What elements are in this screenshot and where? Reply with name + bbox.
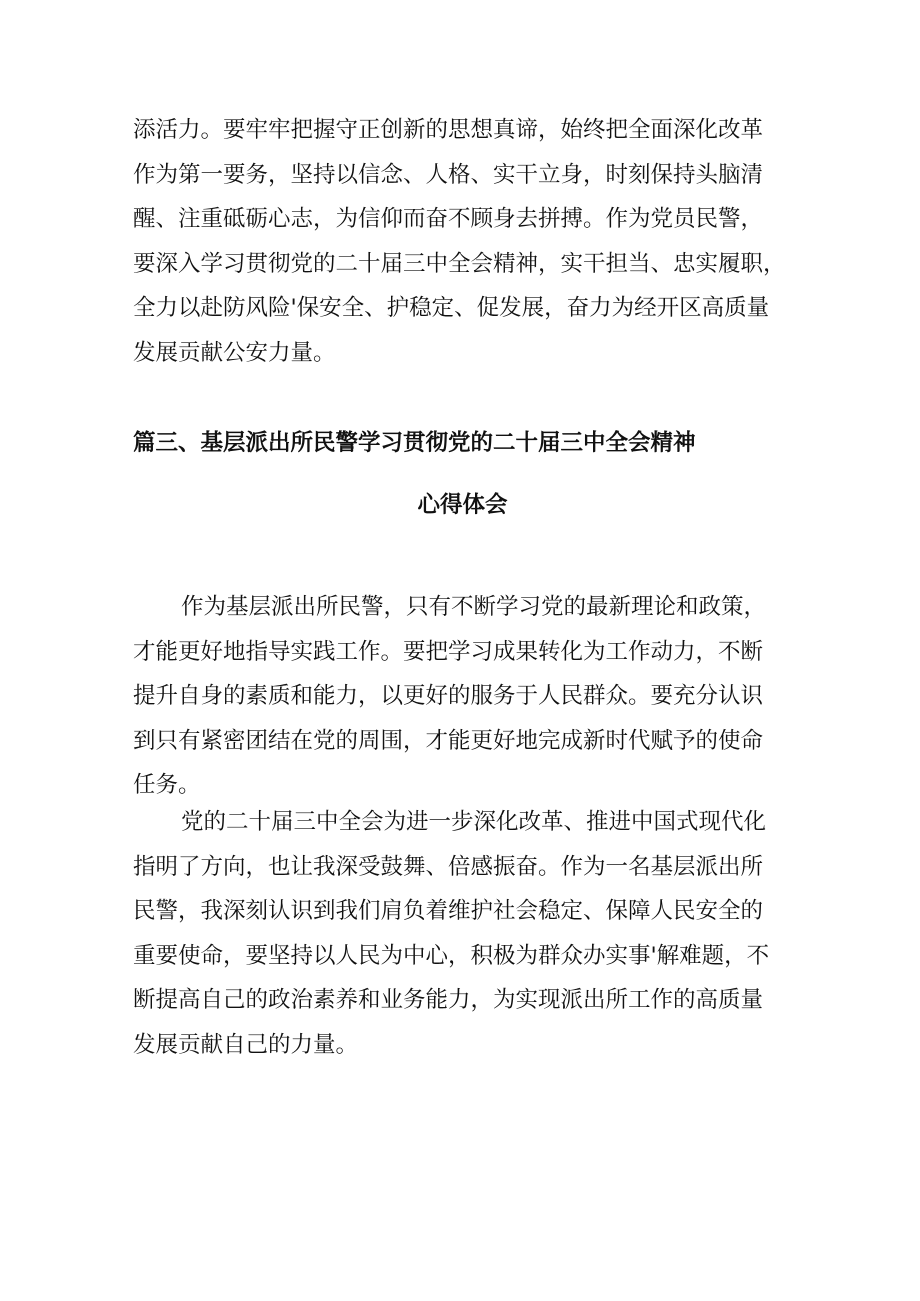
text-line: 醒、注重砥砺心志，为信仰而奋不顾身去拼搏。作为党员民警， xyxy=(133,206,764,233)
text-line: 才能更好地指导实践工作。要把学习成果转化为工作动力，不断 xyxy=(133,638,764,665)
text-line: 提升自身的素质和能力，以更好的服务于人民群众。要充分认识 xyxy=(133,683,764,710)
text-line: 添活力。要牢牢把握守正创新的思想真谛，始终把全面深化改革 xyxy=(133,117,764,143)
text-line: 指明了方向，也让我深受鼓舞、倍感振奋。作为一名基层派出所 xyxy=(133,853,764,880)
paragraph-1 xyxy=(133,585,805,808)
paragraph-2 xyxy=(133,800,805,1068)
text-line: 作为第一要务，坚持以信念、人格、实干立身，时刻保持头脑清 xyxy=(133,161,764,188)
text-line: 作为基层派出所民警，只有不断学习党的最新理论和政策， xyxy=(181,594,767,620)
text-line: 党的二十届三中全会为进一步深化改革、推进中国式现代化 xyxy=(181,809,767,835)
text-line: 发展贡献公安力量。 xyxy=(133,339,336,366)
section-subtitle: 心得体会 xyxy=(417,492,508,518)
section-title: 篇三、基层派出所民警学习贯彻党的二十届三中全会精神 xyxy=(133,430,696,456)
continued-paragraph xyxy=(133,108,805,376)
text-line: 到只有紧密团结在党的周围，才能更好地完成新时代赋予的使命 xyxy=(133,727,764,754)
text-line: 重要使命，要坚持以人民为中心，积极为群众办实事'解难题，不 xyxy=(133,942,770,969)
text-line: 发展贡献自己的力量。 xyxy=(133,1031,359,1058)
text-line: 要深入学习贯彻党的二十届三中全会精神，实干担当、忠实履职， xyxy=(133,250,786,277)
text-line: 全力以赴防风险'保安全、护稳定、促发展，奋力为经开区高质量 xyxy=(133,295,770,322)
text-line: 断提高自己的政治素养和业务能力，为实现派出所工作的高质量 xyxy=(133,987,764,1014)
text-line: 任务。 xyxy=(133,772,201,799)
text-line: 民警，我深刻认识到我们肩负着维护社会稳定、保障人民安全的 xyxy=(133,898,764,925)
